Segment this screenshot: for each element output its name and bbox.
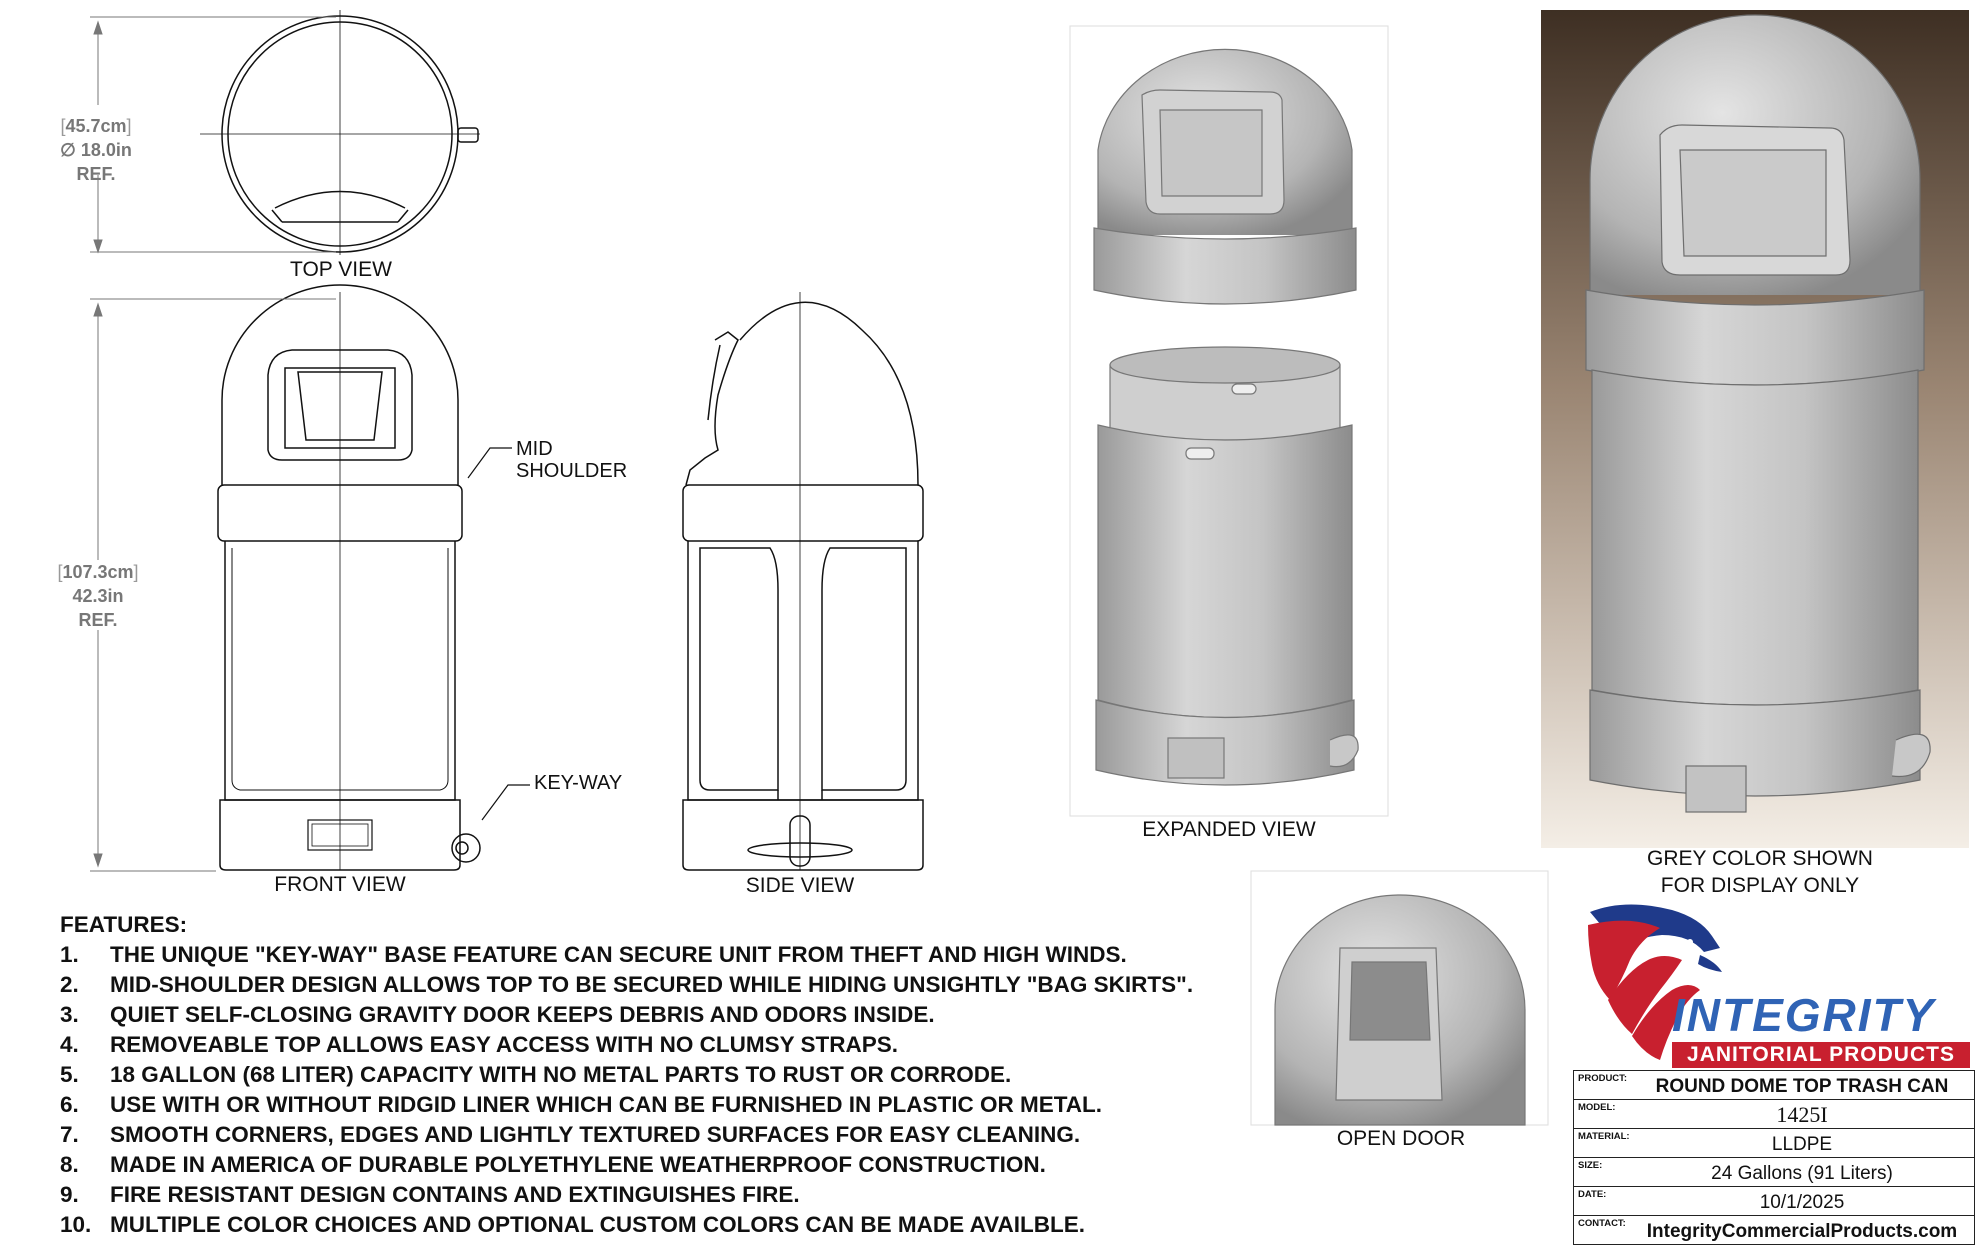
- product-key: PRODUCT:: [1578, 1073, 1628, 1084]
- title-block: [1573, 1070, 1975, 1245]
- contact-value: IntegrityCommercialProducts.com: [1646, 1221, 1958, 1242]
- feature-item: [60, 1180, 1210, 1210]
- date-key: DATE:: [1578, 1189, 1607, 1200]
- feature-text: THE UNIQUE "KEY-WAY" BASE FEATURE CAN SECURE UNIT FROM THEFT AND HIGH WINDS.: [110, 942, 1127, 967]
- size-key: SIZE:: [1578, 1160, 1603, 1171]
- feature-item: [60, 1000, 1210, 1030]
- diameter-ref: REF.: [76, 164, 116, 184]
- feature-text: USE WITH OR WITHOUT RIDGID LINER WHICH CAN BE FURNISHED IN PLASTIC OR METAL.: [110, 1092, 1103, 1117]
- key-way-callout: KEY-WAY: [534, 772, 623, 794]
- height-cm: [107.3cm]: [57, 562, 139, 582]
- feature-num: 9.: [60, 1182, 79, 1207]
- feature-text: MULTIPLE COLOR CHOICES AND OPTIONAL CUSTOM COLORS CAN BE MADE AVAILBLE.: [110, 1212, 1086, 1237]
- brand-tagline: JANITORIAL PRODUCTS: [1672, 1042, 1970, 1068]
- callout-leaders: [468, 448, 530, 820]
- side-view-label: SIDE VIEW: [745, 874, 855, 897]
- feature-text: MADE IN AMERICA OF DURABLE POLYETHYLENE WEATHERPROOF CONSTRUCTION.: [110, 1152, 1046, 1177]
- mid-shoulder-line1: MID: [516, 438, 553, 460]
- feature-item: [60, 1060, 1210, 1090]
- expanded-view-label: EXPANDED VIEW: [1142, 818, 1316, 841]
- feature-text: QUIET SELF-CLOSING GRAVITY DOOR KEEPS DEBRIS AND ODORS INSIDE.: [110, 1002, 935, 1027]
- diameter-cm: [45.7cm]: [60, 116, 132, 136]
- front-view-drawing: [218, 285, 480, 870]
- title-block-row: [1574, 1186, 1974, 1215]
- feature-num: 4.: [60, 1032, 79, 1057]
- feature-item: [60, 940, 1210, 970]
- title-block-row: [1574, 1099, 1974, 1128]
- contact-key: CONTACT:: [1578, 1218, 1626, 1229]
- feature-text: FIRE RESISTANT DESIGN CONTAINS AND EXTINGUISHES FIRE.: [110, 1182, 800, 1207]
- feature-item: [60, 1210, 1210, 1240]
- feature-num: 2.: [60, 972, 79, 997]
- open-door-render: [1275, 895, 1525, 1125]
- feature-num: 3.: [60, 1002, 79, 1027]
- features-title: FEATURES:: [60, 912, 188, 937]
- feature-num: 5.: [60, 1062, 79, 1087]
- feature-num: 10.: [60, 1212, 92, 1237]
- feature-text: SMOOTH CORNERS, EDGES AND LIGHTLY TEXTURED SURFACES FOR EASY CLEANING.: [110, 1122, 1081, 1147]
- front-view-label: FRONT VIEW: [274, 873, 406, 896]
- feature-item: [60, 1120, 1210, 1150]
- feature-item: [60, 1030, 1210, 1060]
- product-value: ROUND DOME TOP TRASH CAN: [1655, 1076, 1949, 1097]
- feature-text: MID-SHOULDER DESIGN ALLOWS TOP TO BE SECURED WHILE HIDING UNSIGHTLY "BAG SKIRTS".: [110, 972, 1194, 997]
- expanded-view-render: [1094, 49, 1358, 785]
- title-block-row: [1574, 1157, 1974, 1186]
- feature-num: 7.: [60, 1122, 79, 1147]
- model-value: 1425I: [1776, 1102, 1828, 1127]
- side-view-drawing: [683, 292, 923, 870]
- top-view-drawing: [200, 10, 480, 255]
- model-key: MODEL:: [1578, 1102, 1616, 1113]
- material-key: MATERIAL:: [1578, 1131, 1630, 1142]
- feature-num: 8.: [60, 1152, 79, 1177]
- feature-text: REMOVEABLE TOP ALLOWS EASY ACCESS WITH NO CLUMSY STRAPS.: [110, 1032, 898, 1057]
- feature-item: [60, 1090, 1210, 1120]
- height-in: 42.3in: [72, 586, 124, 606]
- display-note-line2: FOR DISPLAY ONLY: [1660, 874, 1860, 897]
- diameter-dimension: [46, 114, 146, 186]
- title-block-row: [1574, 1128, 1974, 1157]
- feature-num: 1.: [60, 942, 79, 967]
- height-dimension: [46, 560, 150, 632]
- material-value: LLDPE: [1771, 1134, 1833, 1155]
- feature-item: [60, 1150, 1210, 1180]
- mid-shoulder-line2: SHOULDER: [516, 460, 628, 482]
- features-list: [60, 910, 1210, 1240]
- feature-num: 6.: [60, 1092, 79, 1117]
- feature-text: 18 GALLON (68 LITER) CAPACITY WITH NO METAL PARTS TO RUST OR CORRODE.: [110, 1062, 1012, 1087]
- feature-item: [60, 970, 1210, 1000]
- top-view-label: TOP VIEW: [290, 258, 392, 281]
- display-note-line1: GREY COLOR SHOWN: [1647, 847, 1873, 870]
- diameter-in: ∅ 18.0in: [60, 140, 132, 160]
- brand-name: INTEGRITY: [1672, 989, 1936, 1041]
- date-value: 10/1/2025: [1759, 1192, 1845, 1213]
- size-value: 24 Gallons (91 Liters): [1711, 1163, 1893, 1184]
- open-door-label: OPEN DOOR: [1336, 1127, 1466, 1150]
- main-render: [1586, 15, 1930, 812]
- title-block-row: [1574, 1215, 1974, 1244]
- mid-shoulder-callout: [516, 438, 627, 482]
- title-block-row: [1574, 1071, 1974, 1099]
- height-ref: REF.: [78, 610, 118, 630]
